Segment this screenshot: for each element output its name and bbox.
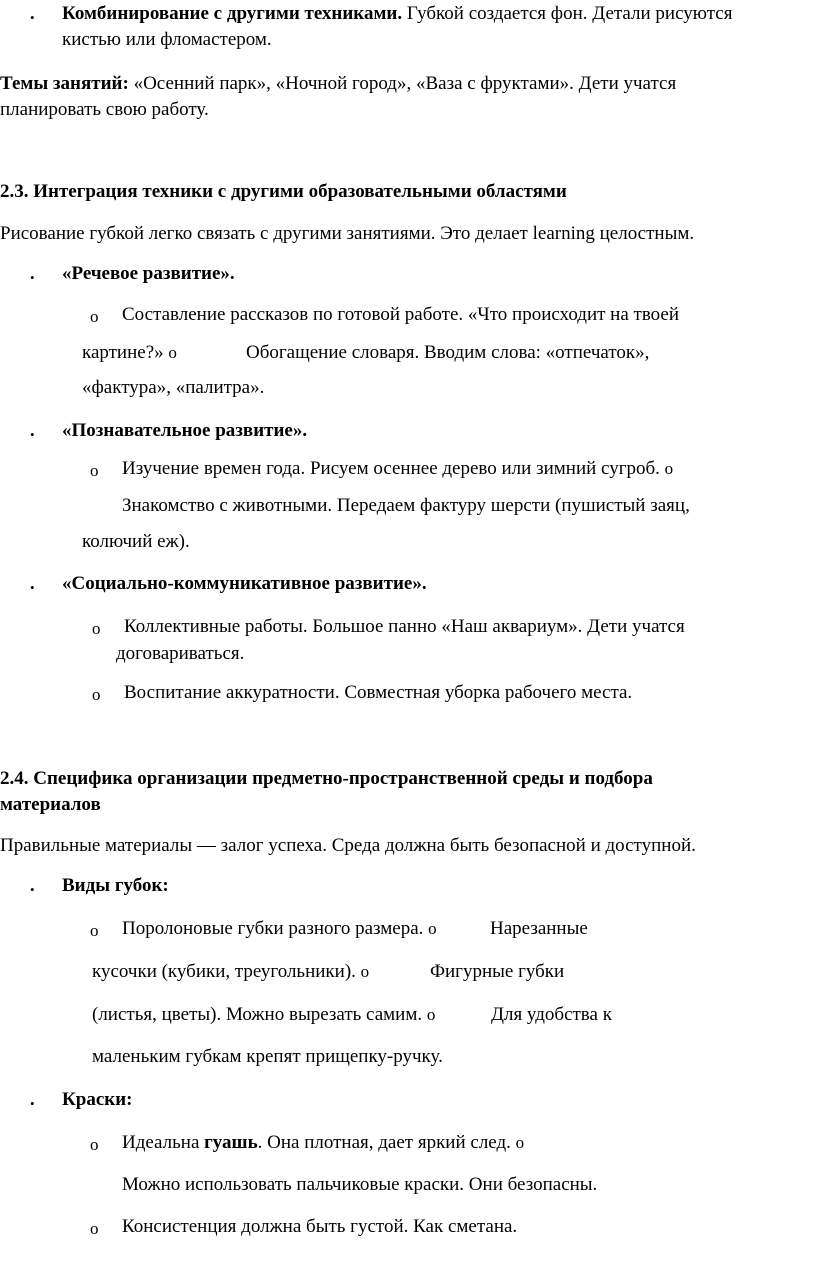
- list-item-text: Поролоновые губки разного размера.: [122, 918, 429, 939]
- list-item: [122, 1131, 524, 1155]
- list-item: [92, 1003, 435, 1027]
- sub-marker: o: [92, 619, 101, 638]
- bullet-marker: •: [30, 427, 35, 442]
- sub-marker: o: [90, 1135, 99, 1154]
- list-item: Можно использовать пальчиковые краски. Они безопасны.: [122, 1174, 598, 1195]
- list-item-continued: договариваться.: [116, 643, 245, 664]
- emphasis-gouache: гуашь: [204, 1132, 258, 1153]
- bullet-title-speech: «Речевое развитие».: [62, 263, 235, 284]
- intro-text: Губкой создается фон. Детали рисуются: [402, 3, 733, 24]
- sub-marker: o: [90, 461, 99, 480]
- list-item: Фигурные губки: [430, 961, 565, 982]
- section-intro-2-4: Правильные материалы — залог успеха. Среда должна быть безопасной и доступной.: [0, 835, 696, 856]
- themes-line-2: планировать свою работу.: [0, 99, 209, 120]
- bullet-title-social: «Социально-коммуникативное развитие».: [62, 573, 427, 594]
- list-item: [92, 960, 369, 984]
- list-item: Консистенция должна быть густой. Как сметана.: [122, 1216, 518, 1237]
- list-item: Составление рассказов по готовой работе. «Что происходит на твоей: [122, 304, 679, 325]
- bullet-title-paints: Краски:: [62, 1089, 133, 1110]
- intro-line-2: кистью или фломастером.: [62, 29, 272, 50]
- list-item-continued: колючий еж).: [82, 531, 190, 552]
- bullet-marker: •: [30, 1096, 35, 1111]
- list-item: Для удобства к: [491, 1004, 612, 1025]
- bullet-title-sponges: Виды губок:: [62, 875, 169, 896]
- list-item-text: Изучение времен года. Рисуем осеннее дерево или зимний сугроб.: [122, 458, 665, 479]
- bullet-marker: •: [30, 270, 35, 285]
- list-item: [122, 457, 673, 481]
- list-item-continued: «фактура», «палитра».: [82, 377, 265, 398]
- section-heading-2-4-line-2: материалов: [0, 794, 101, 815]
- list-item-text: . Она плотная, дает яркий след.: [257, 1132, 516, 1153]
- list-item: Знакомство с животными. Передаем фактуру шерсти (пушистый заяц,: [122, 495, 690, 516]
- list-item: Коллективные работы. Большое панно «Наш аквариум». Дети учатся: [124, 616, 685, 637]
- list-item: Воспитание аккуратности. Совместная уборка рабочего места.: [124, 682, 633, 703]
- list-item: [122, 917, 437, 941]
- themes-text: «Осенний парк», «Ночной город», «Ваза с фруктами». Дети учатся: [128, 73, 677, 94]
- list-item-text: (листья, цветы). Можно вырезать самим.: [92, 1004, 427, 1025]
- sub-marker: o: [90, 1219, 99, 1238]
- list-item: Обогащение словаря. Вводим слова: «отпечаток»,: [246, 342, 650, 363]
- sub-marker: o: [92, 685, 101, 704]
- section-heading-2-4: 2.4. Специфика организации предметно-пространственной среды и подбора: [0, 768, 653, 789]
- list-item-text: Идеальна: [122, 1132, 205, 1153]
- bullet-marker: •: [30, 882, 35, 897]
- sub-marker: o: [426, 1005, 436, 1024]
- list-item-text: кусочки (кубики, треугольники).: [92, 961, 361, 982]
- sub-marker: o: [360, 962, 370, 981]
- bullet-title-cognitive: «Познавательное развитие».: [62, 420, 308, 441]
- sub-marker: o: [664, 459, 674, 478]
- list-item-text: картине?»: [82, 342, 169, 363]
- sub-marker: o: [428, 919, 437, 938]
- sub-marker: o: [515, 1133, 525, 1152]
- sub-marker: o: [90, 307, 99, 326]
- intro-bold: Комбинирование с другими техниками.: [62, 3, 403, 24]
- sub-marker: o: [90, 921, 99, 940]
- section-intro-2-3: Рисование губкой легко связать с другими занятиями. Это делает learning целостным.: [0, 223, 695, 244]
- bullet-marker: •: [30, 10, 35, 25]
- list-item-continued: маленьким губкам крепят прищепку-ручку.: [92, 1046, 443, 1067]
- list-item: [82, 341, 177, 365]
- themes-label: Темы занятий:: [0, 73, 129, 94]
- themes-line-1: [0, 72, 676, 96]
- list-item: Нарезанные: [490, 918, 588, 939]
- bullet-marker: •: [30, 580, 35, 595]
- section-heading-2-3: 2.3. Интеграция техники с другими образовательными областями: [0, 181, 567, 202]
- intro-line-1: [62, 2, 732, 26]
- sub-marker: o: [168, 343, 177, 362]
